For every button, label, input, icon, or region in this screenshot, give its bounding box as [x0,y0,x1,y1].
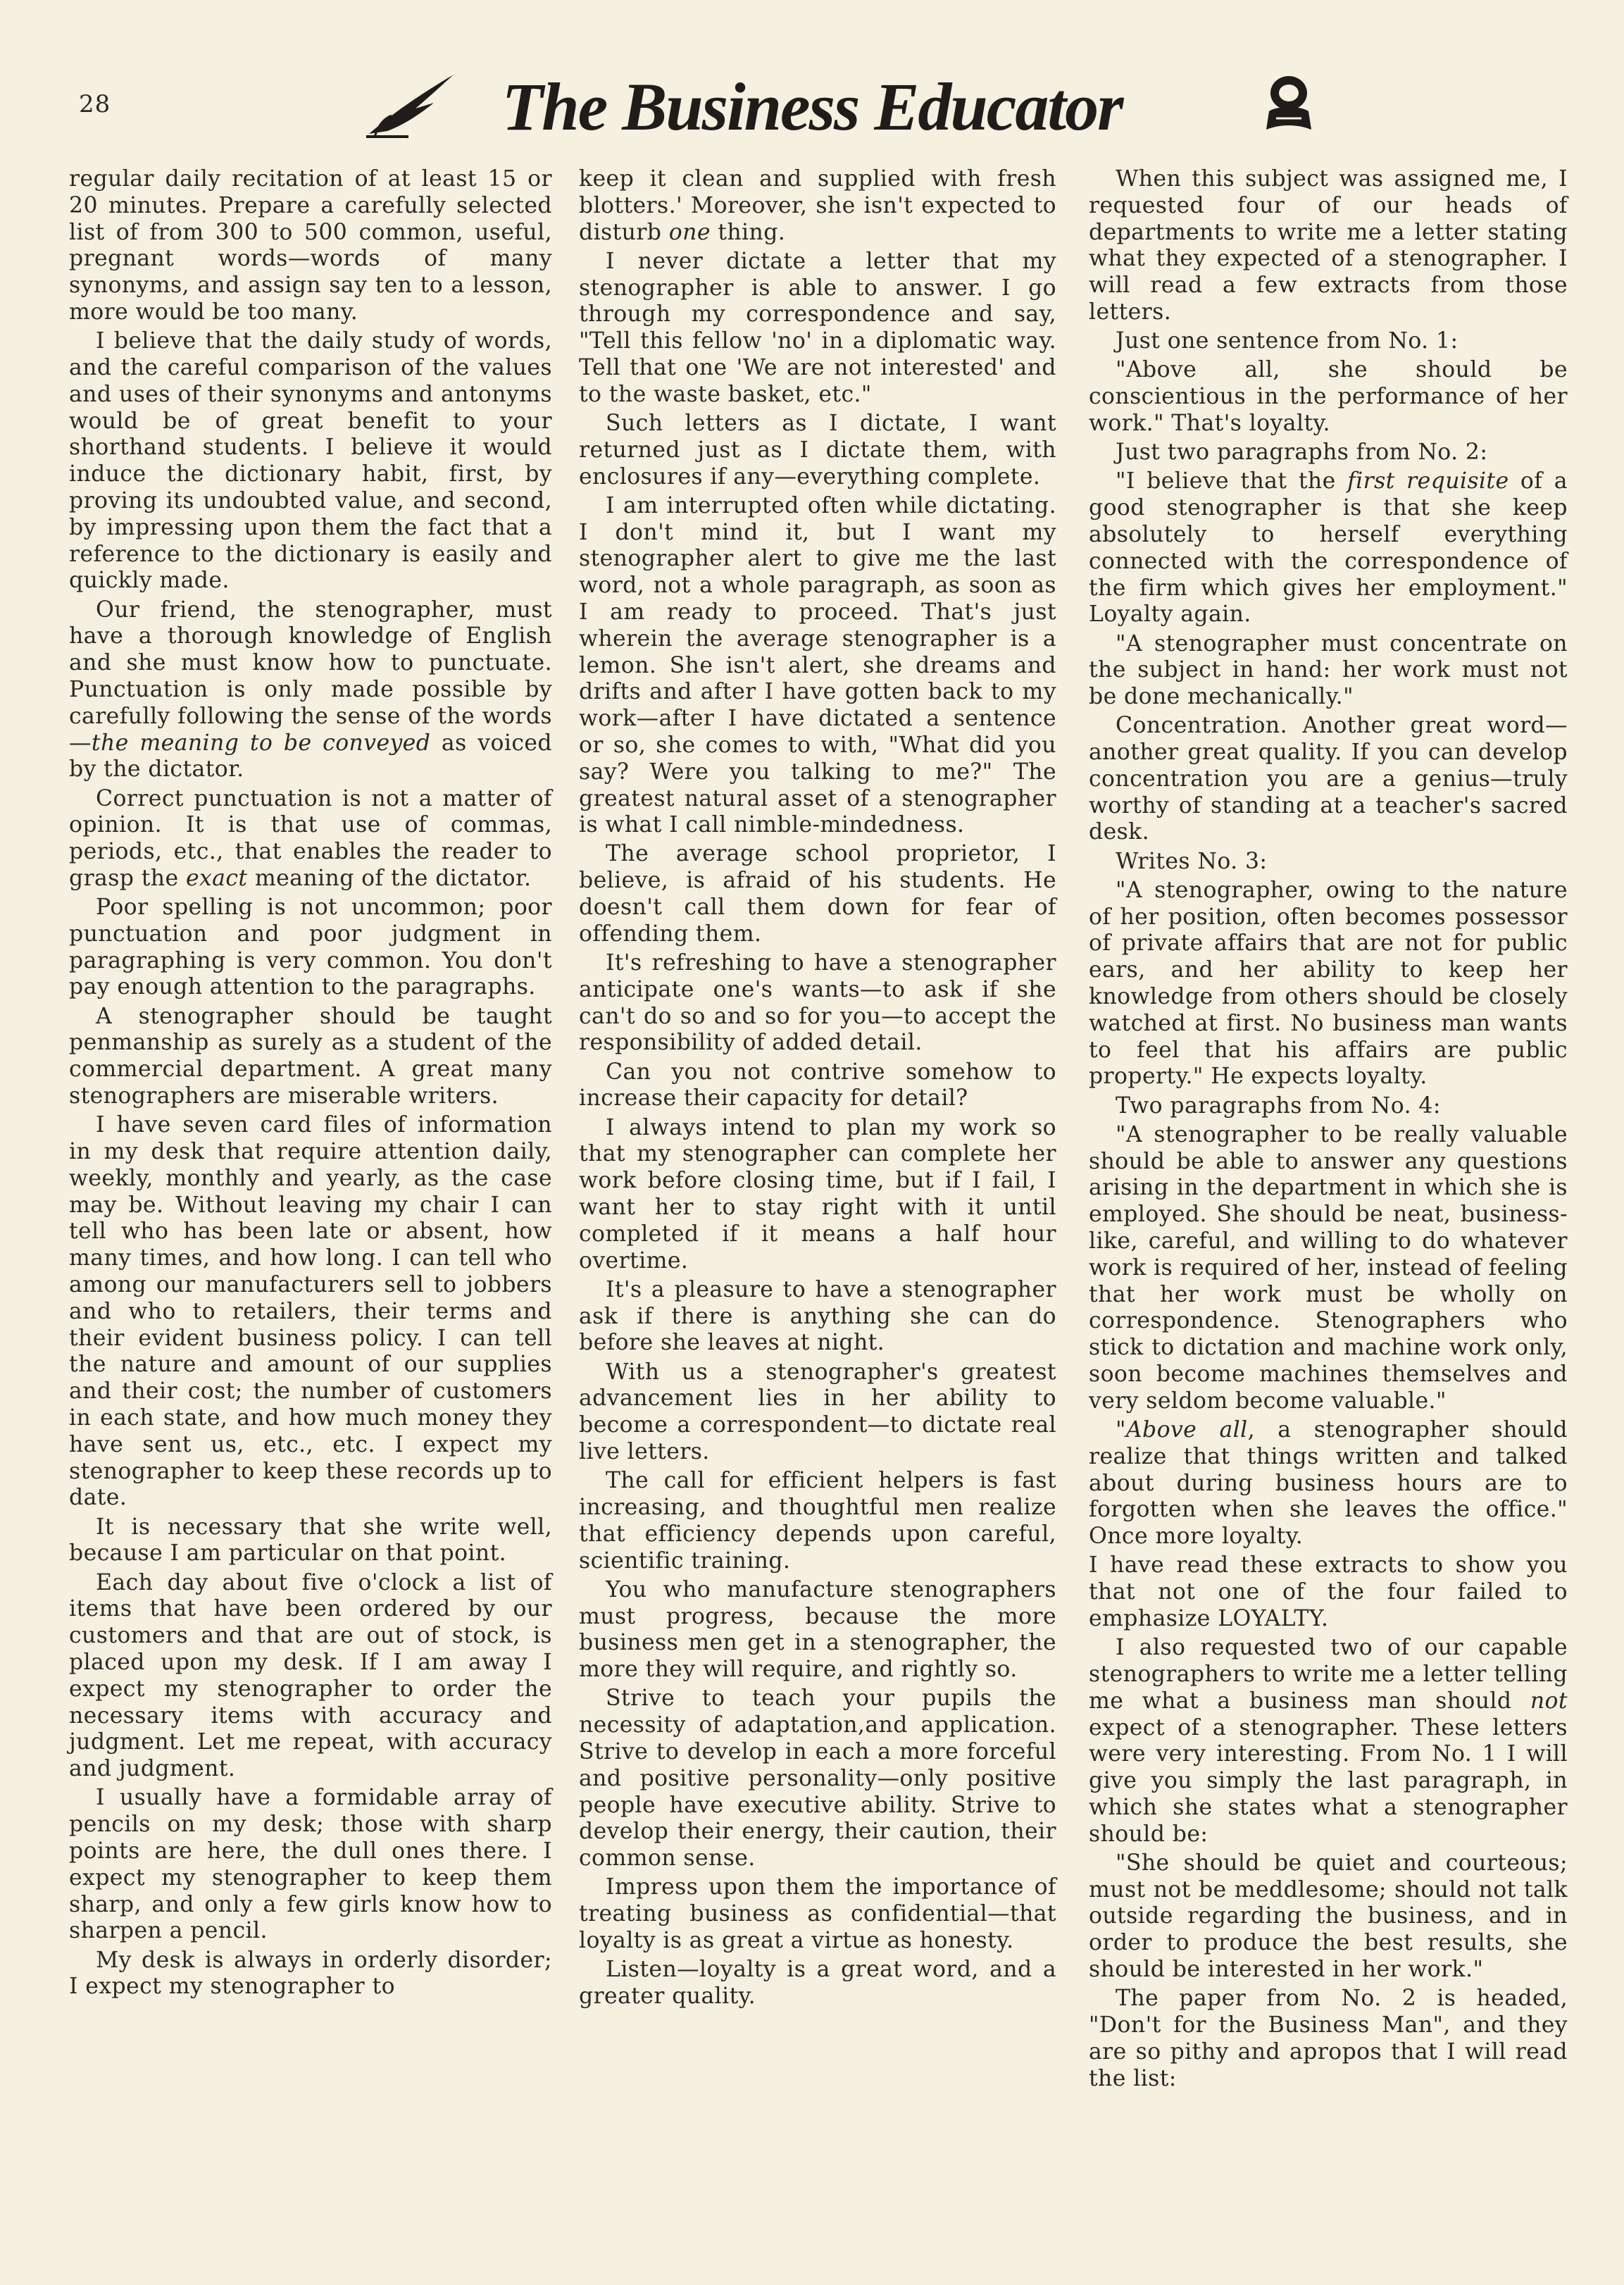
paragraph: Can you not contrive somehow to increase their capacity for detail? [579,1059,1056,1112]
paragraph: "A stenographer, owing to the nature of her position, often becomes possessor of private affairs that are not for public ears, and her ability to keep her knowledge from others should be closely watched at first. No business man wants to feel that his affairs are public property." He expects loyalty. [1089,877,1568,1090]
paragraph: regular daily recitation of at least 15 or 20 minutes. Prepare a carefully selected list of from 300 to 500 common, useful, pregnant words—words of many synonyms, and assign say ten to a lesson, more would be too many. [69,166,552,325]
paragraph: "I believe that the first requisite of a good stenographer is that she keep absolutely to herself everything connected with the correspondence of the firm which gives her employment." Loyalty again. [1089,468,1568,628]
column-3 [1089,166,1568,2095]
paragraph: Impress upon them the importance of treating business as confidential—that loyalty is as great a virtue as honesty. [579,1874,1056,1953]
paragraph: Each day about five o'clock a list of items that have been ordered by our customers and that are out of stock, is placed upon my desk. If I am away I expect my stenographer to order the necessary items with accuracy and judgment. Let me repeat, with accuracy and judgment. [69,1569,552,1782]
paragraph: Strive to teach your pupils the necessity of adaptation,and application. Strive to develop in each a more forceful and positive personality—only positive people have executive ability. Strive to develop their energy, their caution, their common sense. [579,1686,1056,1872]
paragraph: I believe that the daily study of words, and the careful comparison of the values and uses of their synonyms and antonyms would be of great benefit to your shorthand students. I believe it would induce the dictionary habit, first, by proving its undoubted value, and second, by impressing upon them the fact that a reference to the dictionary is easily and quickly made. [69,328,552,594]
paragraph: I usually have a formidable array of pencils on my desk; those with sharp points are here, the dull ones there. I expect my stenographer to keep them sharp, and only a few girls know how to sharpen a pencil. [69,1785,552,1944]
paragraph: The average school proprietor, I believe, is afraid of his students. He doesn't call them down for fear of offending them. [579,841,1056,947]
masthead-title: The Business Educator [501,69,1123,144]
paragraph: "Above all, she should be conscientious in the performance of her work." That's loyalty. [1089,357,1568,436]
paragraph: It's refreshing to have a stenographer anticipate one's wants—to ask if she can't do so and so for you—to accept the responsibility of added detail. [579,950,1056,1056]
column-1 [69,166,552,2003]
paragraph: The call for efficient helpers is fast increasing, and thoughtful men realize that efficiency depends upon careful, scientific training. [579,1468,1056,1574]
paragraph: With us a stenographer's greatest advancement lies in her ability to become a correspondent—to dictate real live letters. [579,1359,1056,1464]
paragraph: Two paragraphs from No. 4: [1116,1092,1441,1119]
paragraph: I never dictate a letter that my stenographer is able to answer. I go through my correspondence and say, "Tell this fellow 'no' in a diplomatic way. Tell that one 'We are not interested' and to the waste basket, etc." [579,248,1056,407]
paragraph: My desk is always in orderly disorder; I expect my stenographer to [69,1947,552,2000]
paragraph: Writes No. 3: [1116,848,1268,874]
paragraph: "A stenographer to be really valuable should be able to answer any questions arising in the department in which she is employed. She should be neat, business-like, careful, and willing to do whatever work is required of her, instead of feeling that her work must be wholly on correspondence. Stenographers who stick to dictation and machine work only, soon become machines themselves and very seldom become valuable." [1089,1121,1568,1414]
paragraph: keep it clean and supplied with fresh blotters.' Moreover, she isn't expected to disturb one thing. [579,166,1056,245]
paragraph: Such letters as I dictate, I want returned just as I dictate them, with enclosures if any—everything complete. [579,410,1056,490]
paragraph: I have seven card files of information in my desk that require attention daily, weekly, monthly and yearly, as the case may be. Without leaving my chair I can tell who has been late or absent, how many times, and how long. I can tell who among our manufacturers sell to jobbers and who to retailers, their terms and their evident business policy. I can tell the nature and amount of our supplies and their cost; the number of customers in each state, and how much money they have sent us, etc., etc. I expect my stenographer to keep these records up to date. [69,1112,552,1511]
paragraph: Poor spelling is not uncommon; poor punctuation and poor judgment in paragraphing is very common. You don't pay enough attention to the paragraphs. [69,895,552,1000]
paragraph: I also requested two of our capable stenographers to write me a letter telling me what a business man should not expect of a stenographer. These letters were very interesting. From No. 1 I will give you simply the last paragraph, in which she states what a stenographer should be: [1089,1635,1568,1847]
emphasis: one [668,219,711,245]
paragraph: When this subject was assigned me, I requested four of our heads of departments to write me a letter stating what they expected of a stenographer. I will read a few extracts from those letters. [1089,166,1568,325]
masthead [0,62,1624,154]
paragraph: "Above all, a stenographer should realize that things written and talked about during business hours are to forgotten when she leaves the office." Once more loyalty. [1089,1417,1568,1550]
paragraph: Correct punctuation is not a matter of opinion. It is that use of commas, periods, etc., that enables the reader to grasp the exact meaning of the dictator. [69,785,552,891]
paragraph: The paper from No. 2 is headed, "Don't for the Business Man", and they are so pithy and apropos that I will read the list: [1089,1986,1568,2091]
paragraph: Just two paragraphs from No. 2: [1116,440,1488,466]
quill-icon [366,69,458,139]
emphasis: not [1530,1688,1568,1714]
paragraph: It is necessary that she write well, because I am particular on that point. [69,1514,552,1567]
paragraph: Listen—loyalty is a great word, and a greater quality. [579,1957,1056,2009]
paragraph: A stenographer should be taught penmanship as surely as a student of the commercial department. A great many stenographers are miserable writers. [69,1003,552,1109]
paragraph: I have read these extracts to show you that not one of the four failed to emphasize LOYALTY. [1089,1552,1568,1631]
emphasis: the meaning to be conveyed [91,730,431,756]
paragraph: Concentration. Another great word—another great quality. If you can develop concentration you are a genius—truly worthy of standing at a teacher's sacred desk. [1089,713,1568,845]
paragraph: Just one sentence from No. 1: [1116,328,1459,354]
paragraph: Our friend, the stenographer, must have a thorough knowledge of English and she must know how to punctuate. Punctuation is only made possible by carefully following the sense of the words—the meaning to be conveyed as voiced by the dictator. [69,597,552,783]
seal-icon [1262,72,1316,135]
paragraph: "She should be quiet and courteous; must not be meddlesome; should not talk outside regarding the business, and in order to produce the best results, she should be interested in her work." [1089,1850,1568,1983]
emphasis: exact [185,865,248,891]
paragraph: I am interrupted often while dictating. I don't mind it, but I want my stenographer alert to give me the last word, not a whole paragraph, as soon as I am ready to proceed. That's just wherein the average stenographer is a lemon. She isn't alert, she dreams and drifts and after I have gotten back to my work—after I have dictated a sentence or so, she comes to with, "What did you say? Were you talking to me?" The greatest natural asset of a stenographer is what I call nimble-mindedness. [579,492,1056,838]
paragraph: You who manufacture stenographers must progress, because the more business men get in a stenographer, the more they will require, and rightly so. [579,1576,1056,1683]
paragraph: "A stenographer must concentrate on the subject in hand: her work must not be done mechanically." [1089,630,1568,710]
emphasis: Above all [1125,1417,1248,1443]
paragraph: I always intend to plan my work so that my stenographer can complete her work before closing time, but if I fail, I want her to stay right with it until completed if it means a half hour overtime. [579,1114,1056,1274]
emphasis: first requisite [1347,468,1509,494]
page-number: 28 [79,90,111,118]
column-2 [579,166,1056,2012]
paragraph: It's a pleasure to have a stenographer ask if there is anything she can do before she leaves at night. [579,1276,1056,1356]
